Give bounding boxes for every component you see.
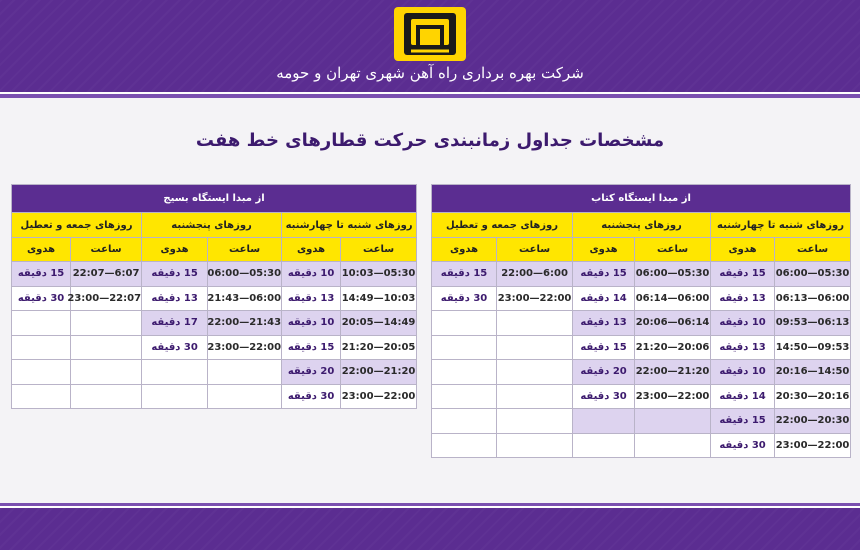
headway-cell: 30 دقیقه: [711, 433, 775, 458]
day-header-weekday: روزهای شنبه تا چهارشنبه: [711, 213, 851, 238]
table-row: [12, 311, 417, 336]
origin-station-header: از مبدا ایستگاه کتاب: [432, 185, 851, 213]
empty-cell: [635, 433, 711, 458]
headway-cell: 15 دقیقه: [432, 262, 497, 287]
day-header-holiday: روزهای جمعه و تعطیل: [12, 213, 142, 238]
time-range-cell: 05:30—06:00: [775, 262, 851, 287]
headway-cell: 30 دقیقه: [142, 335, 208, 360]
time-range-cell: 06:14—20:06: [635, 311, 711, 336]
column-time: ساعت: [71, 238, 142, 262]
empty-cell: [71, 311, 142, 336]
day-header-thursday: روزهای پنجشنبه: [142, 213, 282, 238]
empty-cell: [432, 360, 497, 385]
headway-cell: 10 دقیقه: [282, 311, 341, 336]
time-range-cell: 22:00—23:00: [497, 286, 573, 311]
schedule-table-basij: [11, 184, 417, 409]
empty-cell: [142, 384, 208, 409]
headway-cell: 10 دقیقه: [711, 311, 775, 336]
time-range-cell: 06:00—21:43: [208, 286, 282, 311]
footer-banner: [0, 508, 860, 550]
time-range-cell: 10:03—14:49: [341, 286, 417, 311]
table-row: [12, 384, 417, 409]
headway-cell: 17 دقیقه: [142, 311, 208, 336]
empty-cell: [432, 409, 497, 434]
time-range-cell: 6:00—22:00: [497, 262, 573, 287]
empty-cell: [432, 433, 497, 458]
headway-cell: 14 دقیقه: [711, 384, 775, 409]
column-headway: هدوی: [711, 238, 775, 262]
empty-cell: [12, 360, 71, 385]
column-headway: هدوی: [432, 238, 497, 262]
time-range-cell: 22:07—23:00: [71, 286, 142, 311]
empty-cell: [432, 335, 497, 360]
time-range-cell: 14:49—20:05: [341, 311, 417, 336]
empty-cell: [71, 360, 142, 385]
empty-cell: [497, 409, 573, 434]
header-band: [0, 94, 860, 98]
empty-cell: [573, 433, 635, 458]
headway-cell: 30 دقیقه: [12, 286, 71, 311]
column-time: ساعت: [341, 238, 417, 262]
headway-cell: 20 دقیقه: [282, 360, 341, 385]
empty-cell: [208, 360, 282, 385]
day-header-weekday: روزهای شنبه تا چهارشنبه: [282, 213, 417, 238]
time-range-cell: 22:00—23:00: [635, 384, 711, 409]
empty-cell: [142, 360, 208, 385]
headway-cell: 13 دقیقه: [142, 286, 208, 311]
time-range-cell: 05:30—06:00: [635, 262, 711, 287]
column-headway: هدوی: [573, 238, 635, 262]
headway-cell: 10 دقیقه: [282, 262, 341, 287]
table-row: [12, 360, 417, 385]
table-row: [432, 311, 851, 336]
time-range-cell: 20:05—21:20: [341, 335, 417, 360]
empty-cell: [573, 409, 635, 434]
table-row: [12, 262, 417, 287]
time-range-cell: 20:16—20:30: [775, 384, 851, 409]
headway-cell: 15 دقیقه: [711, 262, 775, 287]
headway-cell: 15 دقیقه: [282, 335, 341, 360]
column-time: ساعت: [208, 238, 282, 262]
table-row: [432, 433, 851, 458]
page-title: مشخصات جداول زمانبندی حرکت قطارهای خط هفت: [195, 130, 665, 151]
time-range-cell: 22:00—23:00: [208, 335, 282, 360]
headway-cell: 15 دقیقه: [711, 409, 775, 434]
time-range-cell: 05:30—10:03: [341, 262, 417, 287]
table-row: [432, 286, 851, 311]
empty-cell: [432, 311, 497, 336]
table-row: [432, 335, 851, 360]
column-headway: هدوی: [282, 238, 341, 262]
empty-cell: [497, 360, 573, 385]
table-row: [12, 335, 417, 360]
empty-cell: [497, 433, 573, 458]
headway-cell: 30 دقیقه: [573, 384, 635, 409]
column-time: ساعت: [497, 238, 573, 262]
time-range-cell: 06:00—06:13: [775, 286, 851, 311]
headway-cell: 14 دقیقه: [573, 286, 635, 311]
headway-cell: 13 دقیقه: [282, 286, 341, 311]
column-time: ساعت: [775, 238, 851, 262]
headway-cell: 15 دقیقه: [142, 262, 208, 287]
time-range-cell: 06:00—06:14: [635, 286, 711, 311]
column-headway: هدوی: [142, 238, 208, 262]
empty-cell: [497, 384, 573, 409]
time-range-cell: 21:20—22:00: [635, 360, 711, 385]
table-row: [12, 286, 417, 311]
headway-cell: 13 دقیقه: [573, 311, 635, 336]
headway-cell: 15 دقیقه: [573, 335, 635, 360]
table-row: [432, 360, 851, 385]
headway-cell: 13 دقیقه: [711, 335, 775, 360]
table-row: [432, 262, 851, 287]
company-name: شرکت بهره برداری راه آهن شهری تهران و حومه: [276, 64, 584, 82]
empty-cell: [12, 311, 71, 336]
headway-cell: 20 دقیقه: [573, 360, 635, 385]
column-headway: هدوی: [12, 238, 71, 262]
time-range-cell: 6:07—22:07: [71, 262, 142, 287]
time-range-cell: 09:53—14:50: [775, 335, 851, 360]
time-range-cell: 21:20—22:00: [341, 360, 417, 385]
headway-cell: 30 دقیقه: [432, 286, 497, 311]
time-range-cell: 21:43—22:00: [208, 311, 282, 336]
time-range-cell: 20:06—21:20: [635, 335, 711, 360]
empty-cell: [208, 384, 282, 409]
empty-cell: [432, 384, 497, 409]
time-range-cell: 06:13—09:53: [775, 311, 851, 336]
time-range-cell: 14:50—20:16: [775, 360, 851, 385]
empty-cell: [12, 335, 71, 360]
time-range-cell: 22:00—23:00: [341, 384, 417, 409]
headway-cell: 15 دقیقه: [573, 262, 635, 287]
schedule-table-ketab: [431, 184, 851, 458]
table-row: [432, 409, 851, 434]
empty-cell: [71, 335, 142, 360]
empty-cell: [497, 335, 573, 360]
headway-cell: 10 دقیقه: [711, 360, 775, 385]
metro-logo-icon: [394, 7, 466, 61]
day-header-thursday: روزهای پنجشنبه: [573, 213, 711, 238]
empty-cell: [497, 311, 573, 336]
empty-cell: [12, 384, 71, 409]
empty-cell: [71, 384, 142, 409]
headway-cell: 30 دقیقه: [282, 384, 341, 409]
empty-cell: [635, 409, 711, 434]
day-header-holiday: روزهای جمعه و تعطیل: [432, 213, 573, 238]
headway-cell: 15 دقیقه: [12, 262, 71, 287]
time-range-cell: 20:30—22:00: [775, 409, 851, 434]
origin-station-header: از مبدا ایستگاه بسیج: [12, 185, 417, 213]
table-row: [432, 384, 851, 409]
column-time: ساعت: [635, 238, 711, 262]
headway-cell: 13 دقیقه: [711, 286, 775, 311]
time-range-cell: 05:30—06:00: [208, 262, 282, 287]
time-range-cell: 22:00—23:00: [775, 433, 851, 458]
